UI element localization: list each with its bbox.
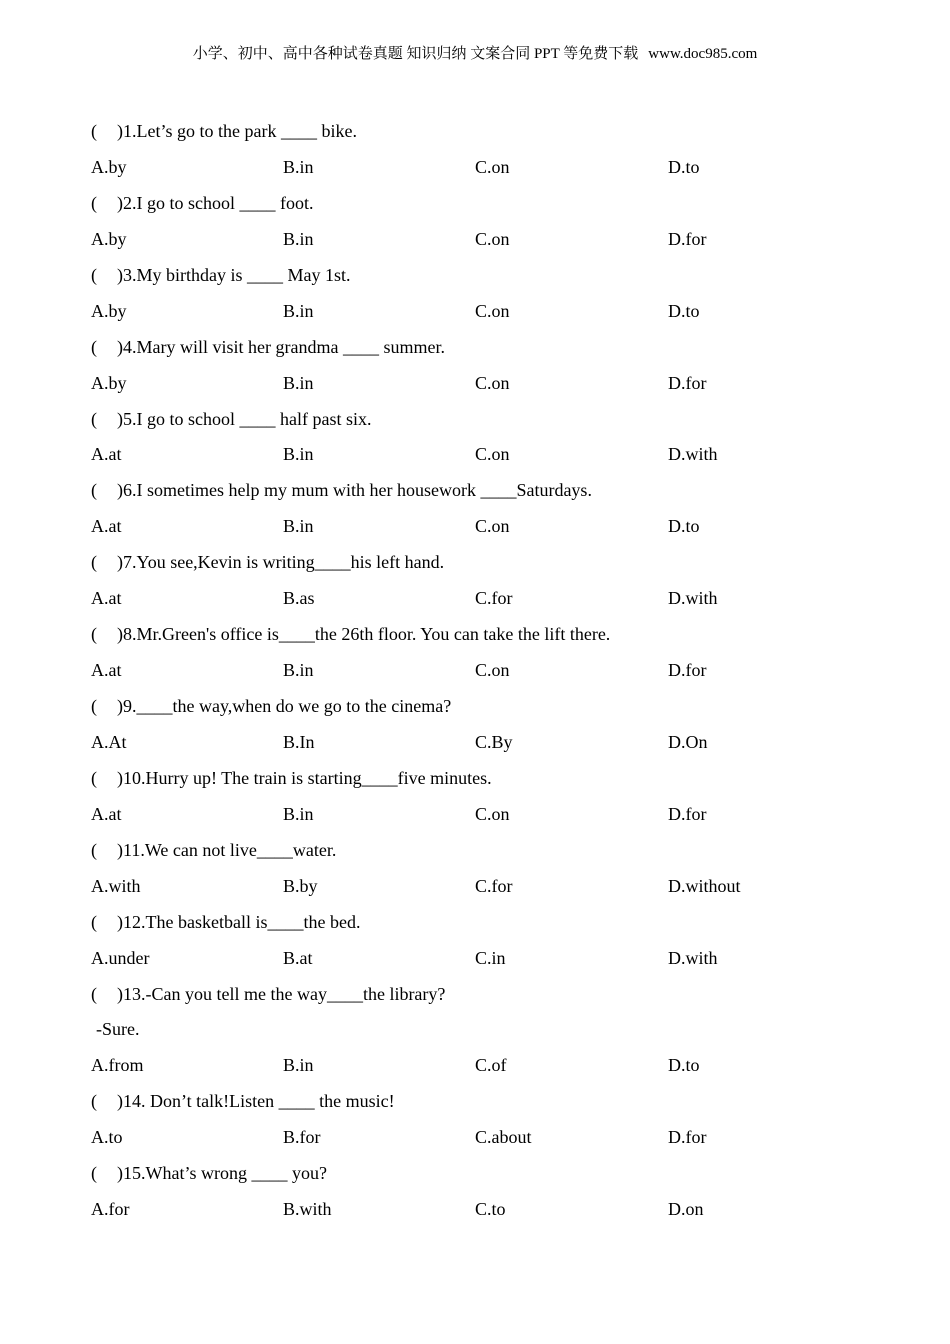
question-number: 5 xyxy=(123,408,132,429)
answer-blank[interactable]: ( xyxy=(91,336,97,357)
question-stem-line xyxy=(91,545,891,581)
question-stem: I go to school ____ foot. xyxy=(136,192,314,213)
option-c[interactable]: C.on xyxy=(475,300,510,321)
option-a[interactable]: A.at xyxy=(91,803,122,824)
question-number: 6 xyxy=(123,480,132,501)
question-stem-line xyxy=(91,402,891,438)
question-stem-line xyxy=(91,977,891,1013)
option-c[interactable]: C.on xyxy=(475,156,510,177)
question-number: 4 xyxy=(123,336,132,357)
question-number: 1 xyxy=(123,121,132,141)
answer-blank-close: ) xyxy=(117,264,123,285)
option-a[interactable]: A.from xyxy=(91,1055,144,1076)
option-a[interactable]: A.at xyxy=(91,588,122,609)
option-a[interactable]: A.for xyxy=(91,1199,130,1220)
question-number: 10 xyxy=(123,767,141,788)
question-stem-line xyxy=(91,330,891,366)
answer-blank-close: ) xyxy=(117,696,123,716)
question-stem-line xyxy=(91,833,891,869)
options-row xyxy=(91,366,891,402)
option-a[interactable]: A.at xyxy=(91,444,122,465)
option-d[interactable]: D.to xyxy=(668,516,700,537)
option-a[interactable]: A.at xyxy=(91,660,122,681)
option-b[interactable]: B.in xyxy=(283,300,314,321)
option-b[interactable]: B.in xyxy=(283,516,314,537)
option-b[interactable]: B.in xyxy=(283,660,314,681)
question-number: 3 xyxy=(123,264,132,285)
option-c[interactable]: C.on xyxy=(475,372,510,393)
option-a[interactable]: A.at xyxy=(91,516,122,537)
answer-blank[interactable]: ( xyxy=(91,192,97,213)
options-row xyxy=(91,725,891,761)
option-b[interactable]: B.in xyxy=(283,156,314,177)
answer-blank[interactable]: ( xyxy=(91,552,97,573)
option-b[interactable]: B.as xyxy=(283,588,315,609)
option-a[interactable]: A.by xyxy=(91,156,127,177)
question-number: 2 xyxy=(123,192,132,213)
option-b[interactable]: B.in xyxy=(283,803,314,824)
question-number-dot: . xyxy=(141,911,146,932)
option-d[interactable]: D.to xyxy=(668,156,700,177)
answer-blank-close: ) xyxy=(117,767,123,788)
option-d[interactable]: D.to xyxy=(668,300,700,321)
option-a[interactable]: A.under xyxy=(91,947,150,968)
option-c[interactable]: C.in xyxy=(475,947,506,968)
option-c[interactable]: C.By xyxy=(475,731,513,752)
question-number-dot: . xyxy=(132,192,137,213)
option-c[interactable]: C.to xyxy=(475,1199,506,1220)
answer-blank-close: ) xyxy=(117,408,123,429)
answer-blank-close: ) xyxy=(117,839,123,860)
option-a[interactable]: A.by xyxy=(91,300,127,321)
answer-blank[interactable]: ( xyxy=(91,408,97,429)
option-d[interactable]: D.for xyxy=(668,228,707,249)
answer-blank[interactable]: ( xyxy=(91,624,97,645)
question-stem: Don’t talk!Listen ____ the music! xyxy=(145,1091,395,1112)
question-stem: You see,Kevin is writing____his left hand. xyxy=(136,552,445,573)
option-b[interactable]: B.in xyxy=(283,444,314,465)
question-number-dot: . xyxy=(141,983,146,1004)
options-row xyxy=(91,509,891,545)
answer-blank[interactable]: ( xyxy=(91,121,97,141)
question-number-dot: . xyxy=(132,480,137,501)
answer-blank[interactable]: ( xyxy=(91,1163,97,1184)
question-stem-line xyxy=(91,1084,891,1120)
options-row xyxy=(91,869,891,905)
question-number: 7 xyxy=(123,552,132,573)
option-c[interactable]: C.for xyxy=(475,588,513,609)
option-d[interactable]: D.for xyxy=(668,803,707,824)
question-number: 11 xyxy=(123,839,141,860)
question-stem: The basketball is____the bed. xyxy=(145,911,361,932)
option-d[interactable]: D.with xyxy=(668,444,718,465)
answer-blank[interactable]: ( xyxy=(91,983,97,1004)
option-c[interactable]: C.about xyxy=(475,1127,532,1148)
question-number-dot: . xyxy=(132,408,137,429)
options-row xyxy=(91,150,891,186)
option-c[interactable]: C.on xyxy=(475,444,510,465)
options-row xyxy=(91,294,891,330)
question-number: 8 xyxy=(123,624,132,645)
question-stem: I go to school ____ half past six. xyxy=(136,408,372,429)
question-number: 9 xyxy=(123,696,132,716)
question-stem-line xyxy=(91,761,891,797)
question-number-dot: . xyxy=(141,767,146,788)
question-number-dot: . xyxy=(132,696,137,716)
option-d[interactable]: D.without xyxy=(668,875,741,896)
answer-blank-close: ) xyxy=(117,1091,123,1112)
option-a[interactable]: A.by xyxy=(91,372,127,393)
option-a[interactable]: A.to xyxy=(91,1127,123,1148)
question-stem-line xyxy=(91,258,891,294)
question-stem: We can not live____water. xyxy=(144,839,337,860)
option-c[interactable]: C.for xyxy=(475,875,513,896)
question-stem: What’s wrong ____ you? xyxy=(145,1163,327,1184)
option-d[interactable]: D.On xyxy=(668,731,708,752)
option-c[interactable]: C.of xyxy=(475,1055,507,1076)
question-stem-line xyxy=(91,617,891,653)
question-number-dot: . xyxy=(132,264,137,285)
question-number-dot: . xyxy=(140,839,145,860)
question-stem: My birthday is ____ May 1st. xyxy=(136,264,351,285)
option-d[interactable]: D.on xyxy=(668,1199,704,1220)
question-reply: -Sure. xyxy=(96,1019,140,1040)
answer-blank[interactable]: ( xyxy=(91,696,97,716)
question-number-dot: . xyxy=(132,336,137,357)
option-b[interactable]: B.in xyxy=(283,372,314,393)
options-row xyxy=(91,1048,891,1084)
answer-blank-close: ) xyxy=(117,1163,123,1184)
question-number-dot: . xyxy=(141,1163,146,1184)
question-stem: ____the way,when do we go to the cinema? xyxy=(136,696,452,716)
option-b[interactable]: B.in xyxy=(283,228,314,249)
option-d[interactable]: D.for xyxy=(668,660,707,681)
question-stem: Let’s go to the park ____ bike. xyxy=(136,121,357,141)
header-url[interactable]: www.doc985.com xyxy=(648,46,758,62)
option-b[interactable]: B.In xyxy=(283,731,315,752)
question-stem: Mary will visit her grandma ____ summer. xyxy=(136,336,445,357)
question-stem: Hurry up! The train is starting____five minutes. xyxy=(145,767,492,788)
question-stem-line xyxy=(91,114,891,150)
question-number-dot: . xyxy=(141,1091,146,1112)
question-stem: I sometimes help my mum with her housework ____Saturdays. xyxy=(136,480,592,501)
option-d[interactable]: D.with xyxy=(668,588,718,609)
options-row xyxy=(91,437,891,473)
options-row xyxy=(91,1192,891,1228)
question-number: 14 xyxy=(123,1091,141,1112)
answer-blank[interactable]: ( xyxy=(91,480,97,501)
question-stem: -Can you tell me the way____the library? xyxy=(145,983,446,1004)
answer-blank[interactable]: ( xyxy=(91,767,97,788)
answer-blank-close: ) xyxy=(117,911,123,932)
option-c[interactable]: C.on xyxy=(475,660,510,681)
header-title: 小学、初中、高中各种试卷真题 知识归纳 文案合同 PPT 等免费下载 xyxy=(192,46,639,62)
options-row xyxy=(91,222,891,258)
option-b[interactable]: B.at xyxy=(283,947,313,968)
answer-blank[interactable]: ( xyxy=(91,1091,97,1112)
options-row xyxy=(91,941,891,977)
answer-blank-close: ) xyxy=(117,624,123,645)
question-stem-line xyxy=(91,1156,891,1192)
question-stem-line xyxy=(91,905,891,941)
answer-blank-close: ) xyxy=(117,121,123,141)
option-b[interactable]: B.in xyxy=(283,1055,314,1076)
question-stem-line xyxy=(91,473,891,509)
option-a[interactable]: A.At xyxy=(91,731,127,752)
option-b[interactable]: B.for xyxy=(283,1127,321,1148)
options-row xyxy=(91,581,891,617)
option-d[interactable]: D.for xyxy=(668,372,707,393)
question-number: 13 xyxy=(123,983,141,1004)
options-row xyxy=(91,797,891,833)
option-d[interactable]: D.with xyxy=(668,947,718,968)
answer-blank[interactable]: ( xyxy=(91,839,97,860)
option-d[interactable]: D.for xyxy=(668,1127,707,1148)
answer-blank-close: ) xyxy=(117,192,123,213)
option-b[interactable]: B.by xyxy=(283,875,318,896)
option-c[interactable]: C.on xyxy=(475,803,510,824)
answer-blank[interactable]: ( xyxy=(91,911,97,932)
answer-blank-close: ) xyxy=(117,480,123,501)
question-number-dot: . xyxy=(132,121,137,141)
answer-blank-close: ) xyxy=(117,983,123,1004)
question-number: 12 xyxy=(123,911,141,932)
question-number-dot: . xyxy=(132,624,137,645)
option-a[interactable]: A.by xyxy=(91,228,127,249)
question-number: 15 xyxy=(123,1163,141,1184)
option-a[interactable]: A.with xyxy=(91,875,141,896)
options-row xyxy=(91,1120,891,1156)
option-c[interactable]: C.on xyxy=(475,228,510,249)
answer-blank-close: ) xyxy=(117,552,123,573)
answer-blank[interactable]: ( xyxy=(91,264,97,285)
answer-blank-close: ) xyxy=(117,336,123,357)
option-d[interactable]: D.to xyxy=(668,1055,700,1076)
question-stem-line xyxy=(91,689,891,725)
question-number-dot: . xyxy=(132,552,137,573)
options-row xyxy=(91,653,891,689)
option-b[interactable]: B.with xyxy=(283,1199,332,1220)
question-stem: Mr.Green's office is____the 26th floor. You can take the lift there. xyxy=(136,624,611,645)
page-header xyxy=(0,44,950,64)
question-stem-line xyxy=(91,186,891,222)
question-list xyxy=(91,114,891,1228)
option-c[interactable]: C.on xyxy=(475,516,510,537)
